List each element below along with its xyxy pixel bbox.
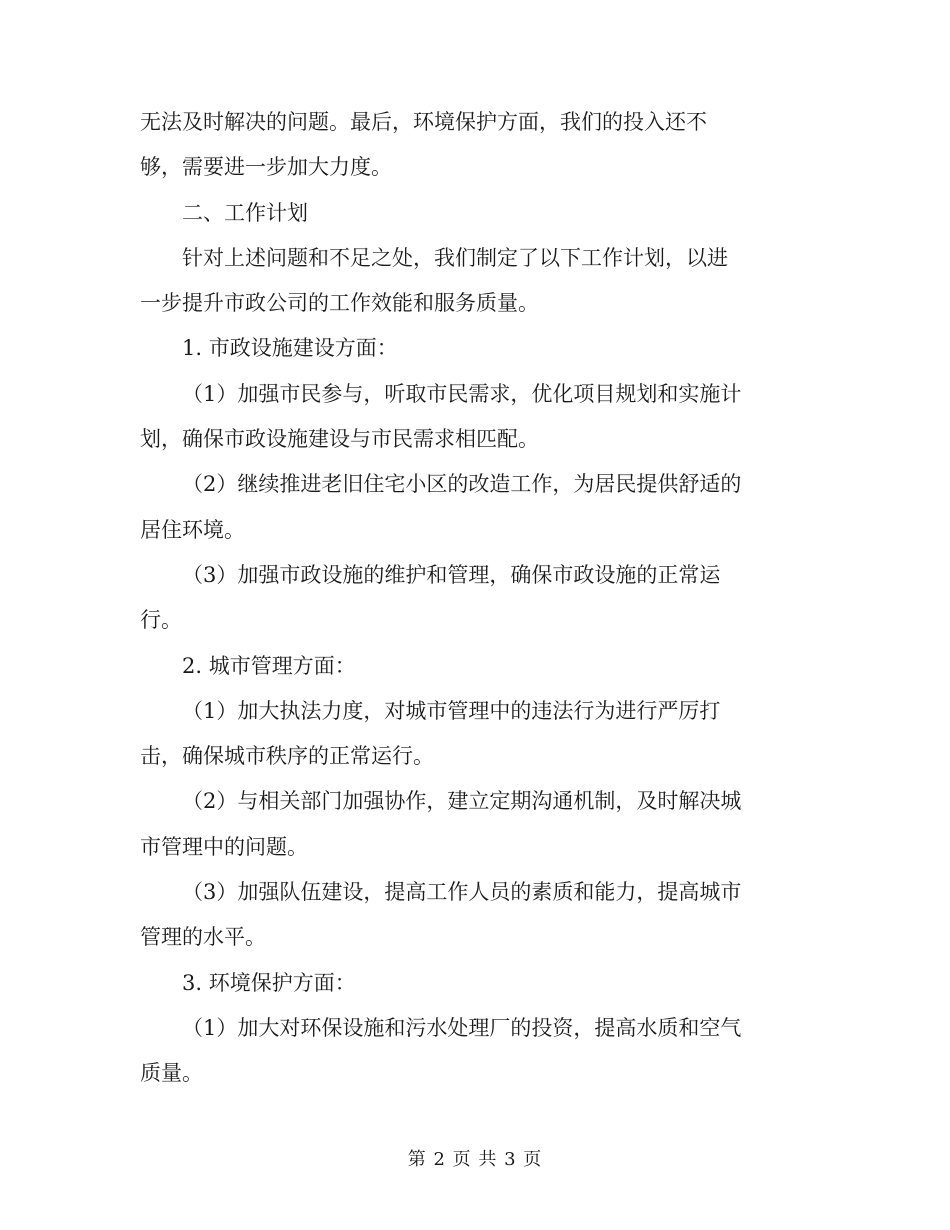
paragraph-plan-intro: 针对上述问题和不足之处，我们制定了以下工作计划，以进 一步提升市政公司的工作效能和服务质量。 — [140, 245, 728, 316]
section-heading-work-plan: 二、工作计划 — [182, 200, 308, 225]
list-item-infrastructure-2: （2）继续推进老旧住宅小区的改造工作，为居民提供舒适的 居住环境。 — [140, 472, 742, 542]
list-item-infrastructure-1: （1）加强市民参与，听取市民需求，优化项目规划和实施计 划，确保市政设施建设与市民需求相匹配。 — [140, 381, 742, 452]
list-item-environmental-1: （1）加大对环保设施和污水处理厂的投资，提高水质和空气 质量。 — [140, 1015, 742, 1086]
list-item-city-management-3: （3）加强队伍建设，提高工作人员的素质和能力，提高城市 管理的水平。 — [140, 880, 742, 950]
subheading-infrastructure: 1. 市政设施建设方面： — [182, 336, 398, 361]
list-item-infrastructure-3: （3）加强市政设施的维护和管理，确保市政设施的正常运 行。 — [140, 562, 721, 633]
list-item-city-management-1: （1）加大执法力度，对城市管理中的违法行为进行严厉打 击，确保城市秩序的正常运行。 — [140, 698, 721, 769]
subheading-city-management: 2. 城市管理方面： — [182, 653, 356, 678]
subheading-environmental-protection: 3. 环境保护方面： — [182, 970, 356, 995]
list-item-city-management-2: （2）与相关部门加强协作，建立定期沟通机制，及时解决城 市管理中的问题。 — [140, 789, 742, 859]
paragraph-continued-text: 无法及时解决的问题。最后，环境保护方面，我们的投入还不 够，需要进一步加大力度。 — [140, 110, 707, 180]
document-body — [140, 100, 812, 1097]
page-number-footer: 第 2 页 共 3 页 — [407, 1149, 543, 1170]
